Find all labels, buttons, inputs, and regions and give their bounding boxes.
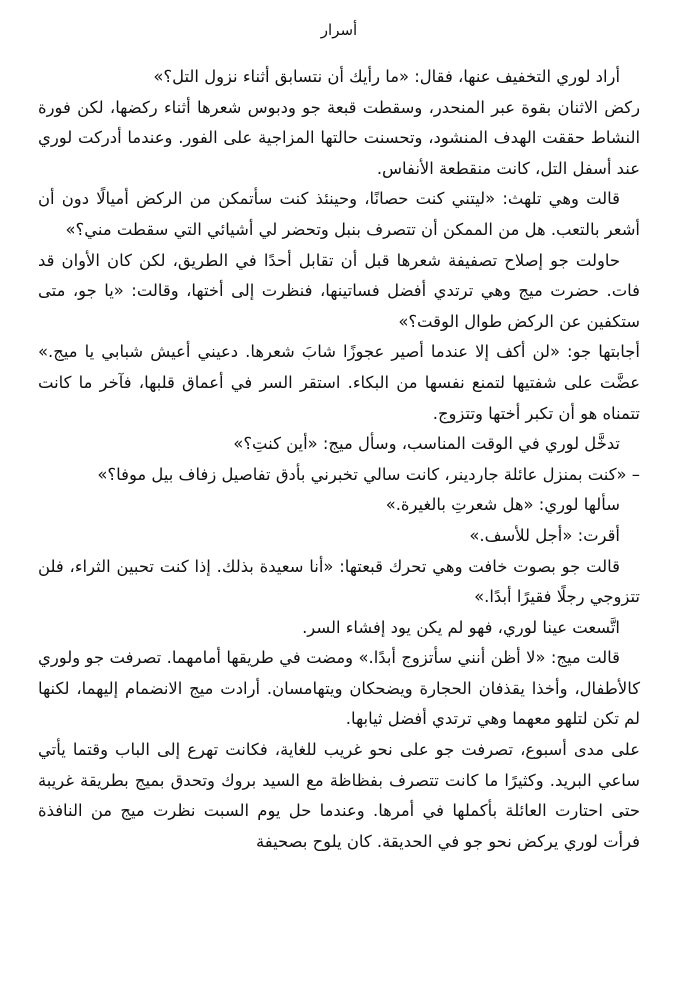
paragraph: على مدى أسبوع، تصرفت جو على نحو غريب للغاية، فكانت تهرع إلى الباب وقتما يأتي ساعي البريد. وكثيرًا ما كانت تتصرف بفظاظة مع السيد بروك وتحدق بميج بطريقة غريبة حتى احتارت العائلة بأكملها في أمرها. وعندما حل يوم السبت نظرت ميج من النافذة فرأت لوري يركض نحو جو في الحديقة. كان يلوح بصحيفة [38,740,640,851]
body-text [38,62,640,857]
paragraph: حاولت جو إصلاح تصفيفة شعرها قبل أن تقابل أحدًا في الطريق، لكن كان الأوان قد فات. حضرت ميج وهي ترتدي أفضل فساتينها، فنظرت إلى أختها، وقالت: «يا جو، متى ستكفين عن الركض طوال الوقت؟» [38,250,640,331]
paragraph: قالت وهي تلهث: «ليتني كنت حصانًا، وحينئذ كنت سأتمكن من الركض أميالًا دون أن أشعر بالتعب. هل من الممكن أن تتصرف بنبل وتحضر لي أشيائي التي سقطت مني؟» [38,189,640,239]
paragraph: تدخَّل لوري في الوقت المناسب، وسأل ميج: «أين كنتِ؟» [233,434,620,454]
paragraph: أجابتها جو: «لن أكف إلا عندما أصير عجوزًا شابَ شعرها. دعيني أعيش شبابي يا ميج.» عضَّت على شفتيها لتمنع نفسها من البكاء. استقر السر في أعماق قلبها، فآخر ما كانت تتمناه هو أن تكبر أختها وتتزوج. [38,342,640,423]
paragraph: سألها لوري: «هل شعرتِ بالغيرة.» [385,495,620,515]
paragraph: أقرت: «أجل للأسف.» [469,525,620,545]
paragraph: – «كنت بمنزل عائلة جاردينر، كانت سالي تخبرني بأدق تفاصيل زفاف بيل موفا؟» [97,464,640,484]
paragraph: أراد لوري التخفيف عنها، فقال: «ما رأيك أن نتسابق أثناء نزول التل؟» [153,67,620,86]
paragraph: ركض الاثنان بقوة عبر المنحدر، وسقطت قبعة جو ودبوس شعرها أثناء ركضها، لكن فورة النشاط حققت الهدف المنشود، وتحسنت حالتها المزاجية على الفور. وعندما أدركت لوري عند أسفل التل، كانت منقطعة الأنفاس. [38,97,640,178]
paragraph: اتَّسعت عينا لوري، فهو لم يكن يود إفشاء السر. [302,617,620,637]
paragraph: قالت جو بصوت خافت وهي تحرك قبعتها: «أنا سعيدة بذلك. إذا كنت تحبين الثراء، فلن تتزوجي رجلًا فقيرًا أبدًا.» [38,556,640,607]
running-header-title: أسرار [320,21,358,39]
book-page [38,0,640,1000]
paragraph: قالت ميج: «لا أظن أنني سأتزوج أبدًا.» ومضت في طريقها أمامهما. تصرفت جو ولوري كالأطفال، وأخذا يقذفان الحجارة ويضحكان ويتهامسان. أرادت ميج الانضمام إليهما، لكنها لم تكن لتلهو معهما وهي ترتدي أفضل ثيابها. [38,648,640,729]
